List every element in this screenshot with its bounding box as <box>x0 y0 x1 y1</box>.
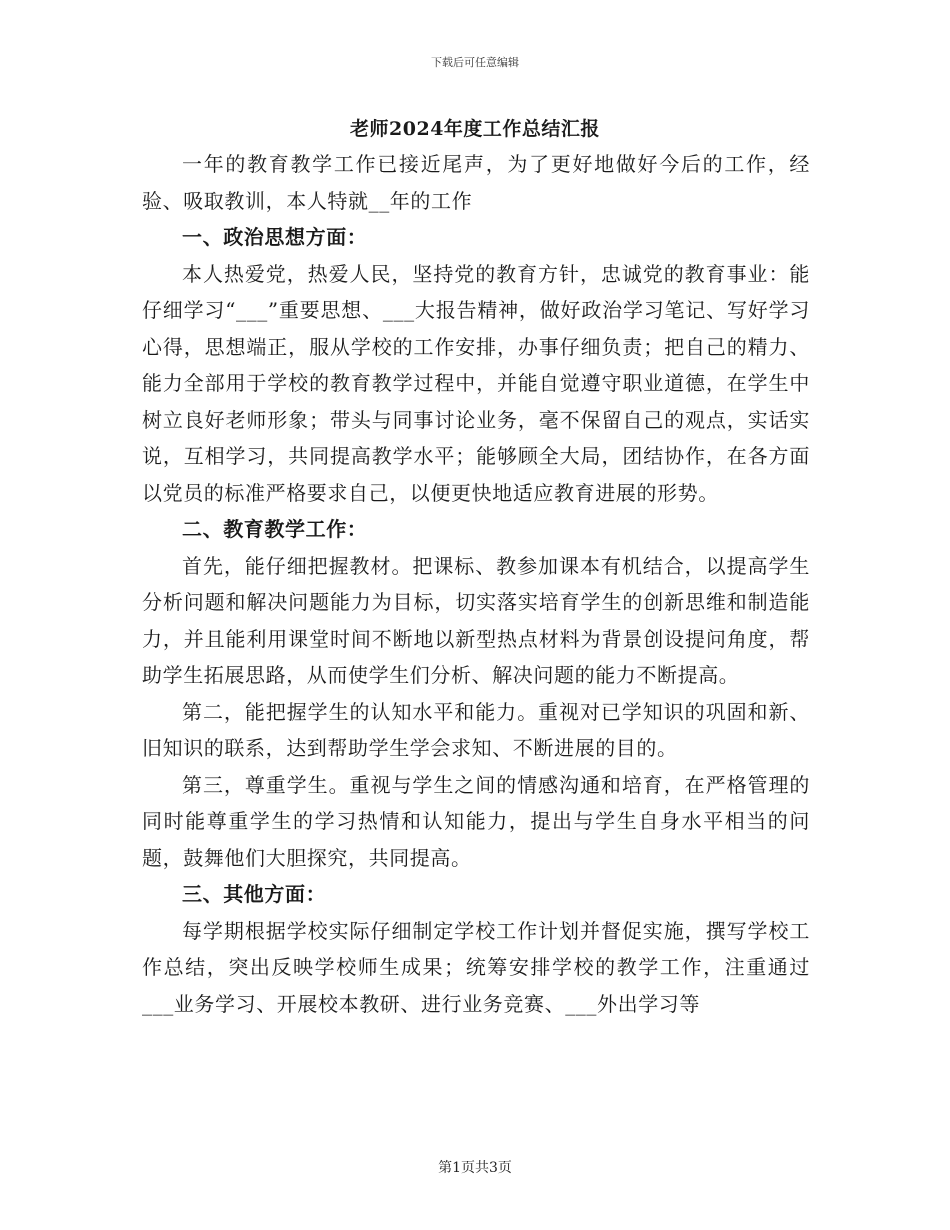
document-title: 老师2024年度工作总结汇报 <box>350 118 600 140</box>
section-teaching-paragraph-2: 第二，能把握学生的认知水平和能力。重视对已学知识的巩固和新、旧知识的联系，达到帮助学生学会求知、不断进展的目的。 <box>142 699 810 760</box>
section-other-paragraph: 每学期根据学校实际仔细制定学校工作计划并督促实施，撰写学校工作总结，突出反映学校师生成果；统筹安排学校的教学工作，注重通过___业务学习、开展校本教研、进行业务竞赛、___外出学习等 <box>142 918 810 1016</box>
page-number: 第1页共3页 <box>438 1160 512 1176</box>
section-heading-teaching: 二、教育教学工作： <box>182 517 368 541</box>
intro-paragraph: 一年的教育教学工作已接近尾声，为了更好地做好今后的工作，经验、吸取教训，本人特就__年的工作 <box>142 152 810 213</box>
section-heading-other: 三、其他方面： <box>182 882 327 906</box>
section-teaching-paragraph-1: 首先，能仔细把握教材。把课标、教参加课本有机结合，以提高学生分析问题和解决问题能力为目标，切实落实培育学生的创新思维和制造能力，并且能利用课堂时间不断地以新型热点材料为背景创设提问角度，帮助学生拓展思路，从而使学生们分析、解决问题的能力不断提高。 <box>142 553 810 687</box>
section-politics-paragraph: 本人热爱党，热爱人民，坚持党的教育方针，忠诚党的教育事业：能仔细学习“___”重要思想、___大报告精神，做好政治学习笔记、写好学习心得，思想端正，服从学校的工作安排，办事仔细负责；把自己的精力、能力全部用于学校的教育教学过程中，并能自觉遵守职业道德，在学生中树立良好老师形象；带头与同事讨论业务，毫不保留自己的观点，实话实说，互相学习，共同提高教学水平；能够顾全大局，团结协作，在各方面以党员的标准严格要求自己，以便更快地适应教育进展的形势。 <box>142 261 810 505</box>
section-teaching-paragraph-3: 第三，尊重学生。重视与学生之间的情感沟通和培育，在严格管理的同时能尊重学生的学习热情和认知能力，提出与学生自身水平相当的问题，鼓舞他们大胆探究，共同提高。 <box>142 772 810 870</box>
header-note: 下载后可任意编辑 <box>431 56 519 69</box>
document-body <box>142 146 810 1022</box>
section-heading-politics: 一、政治思想方面： <box>182 225 368 249</box>
